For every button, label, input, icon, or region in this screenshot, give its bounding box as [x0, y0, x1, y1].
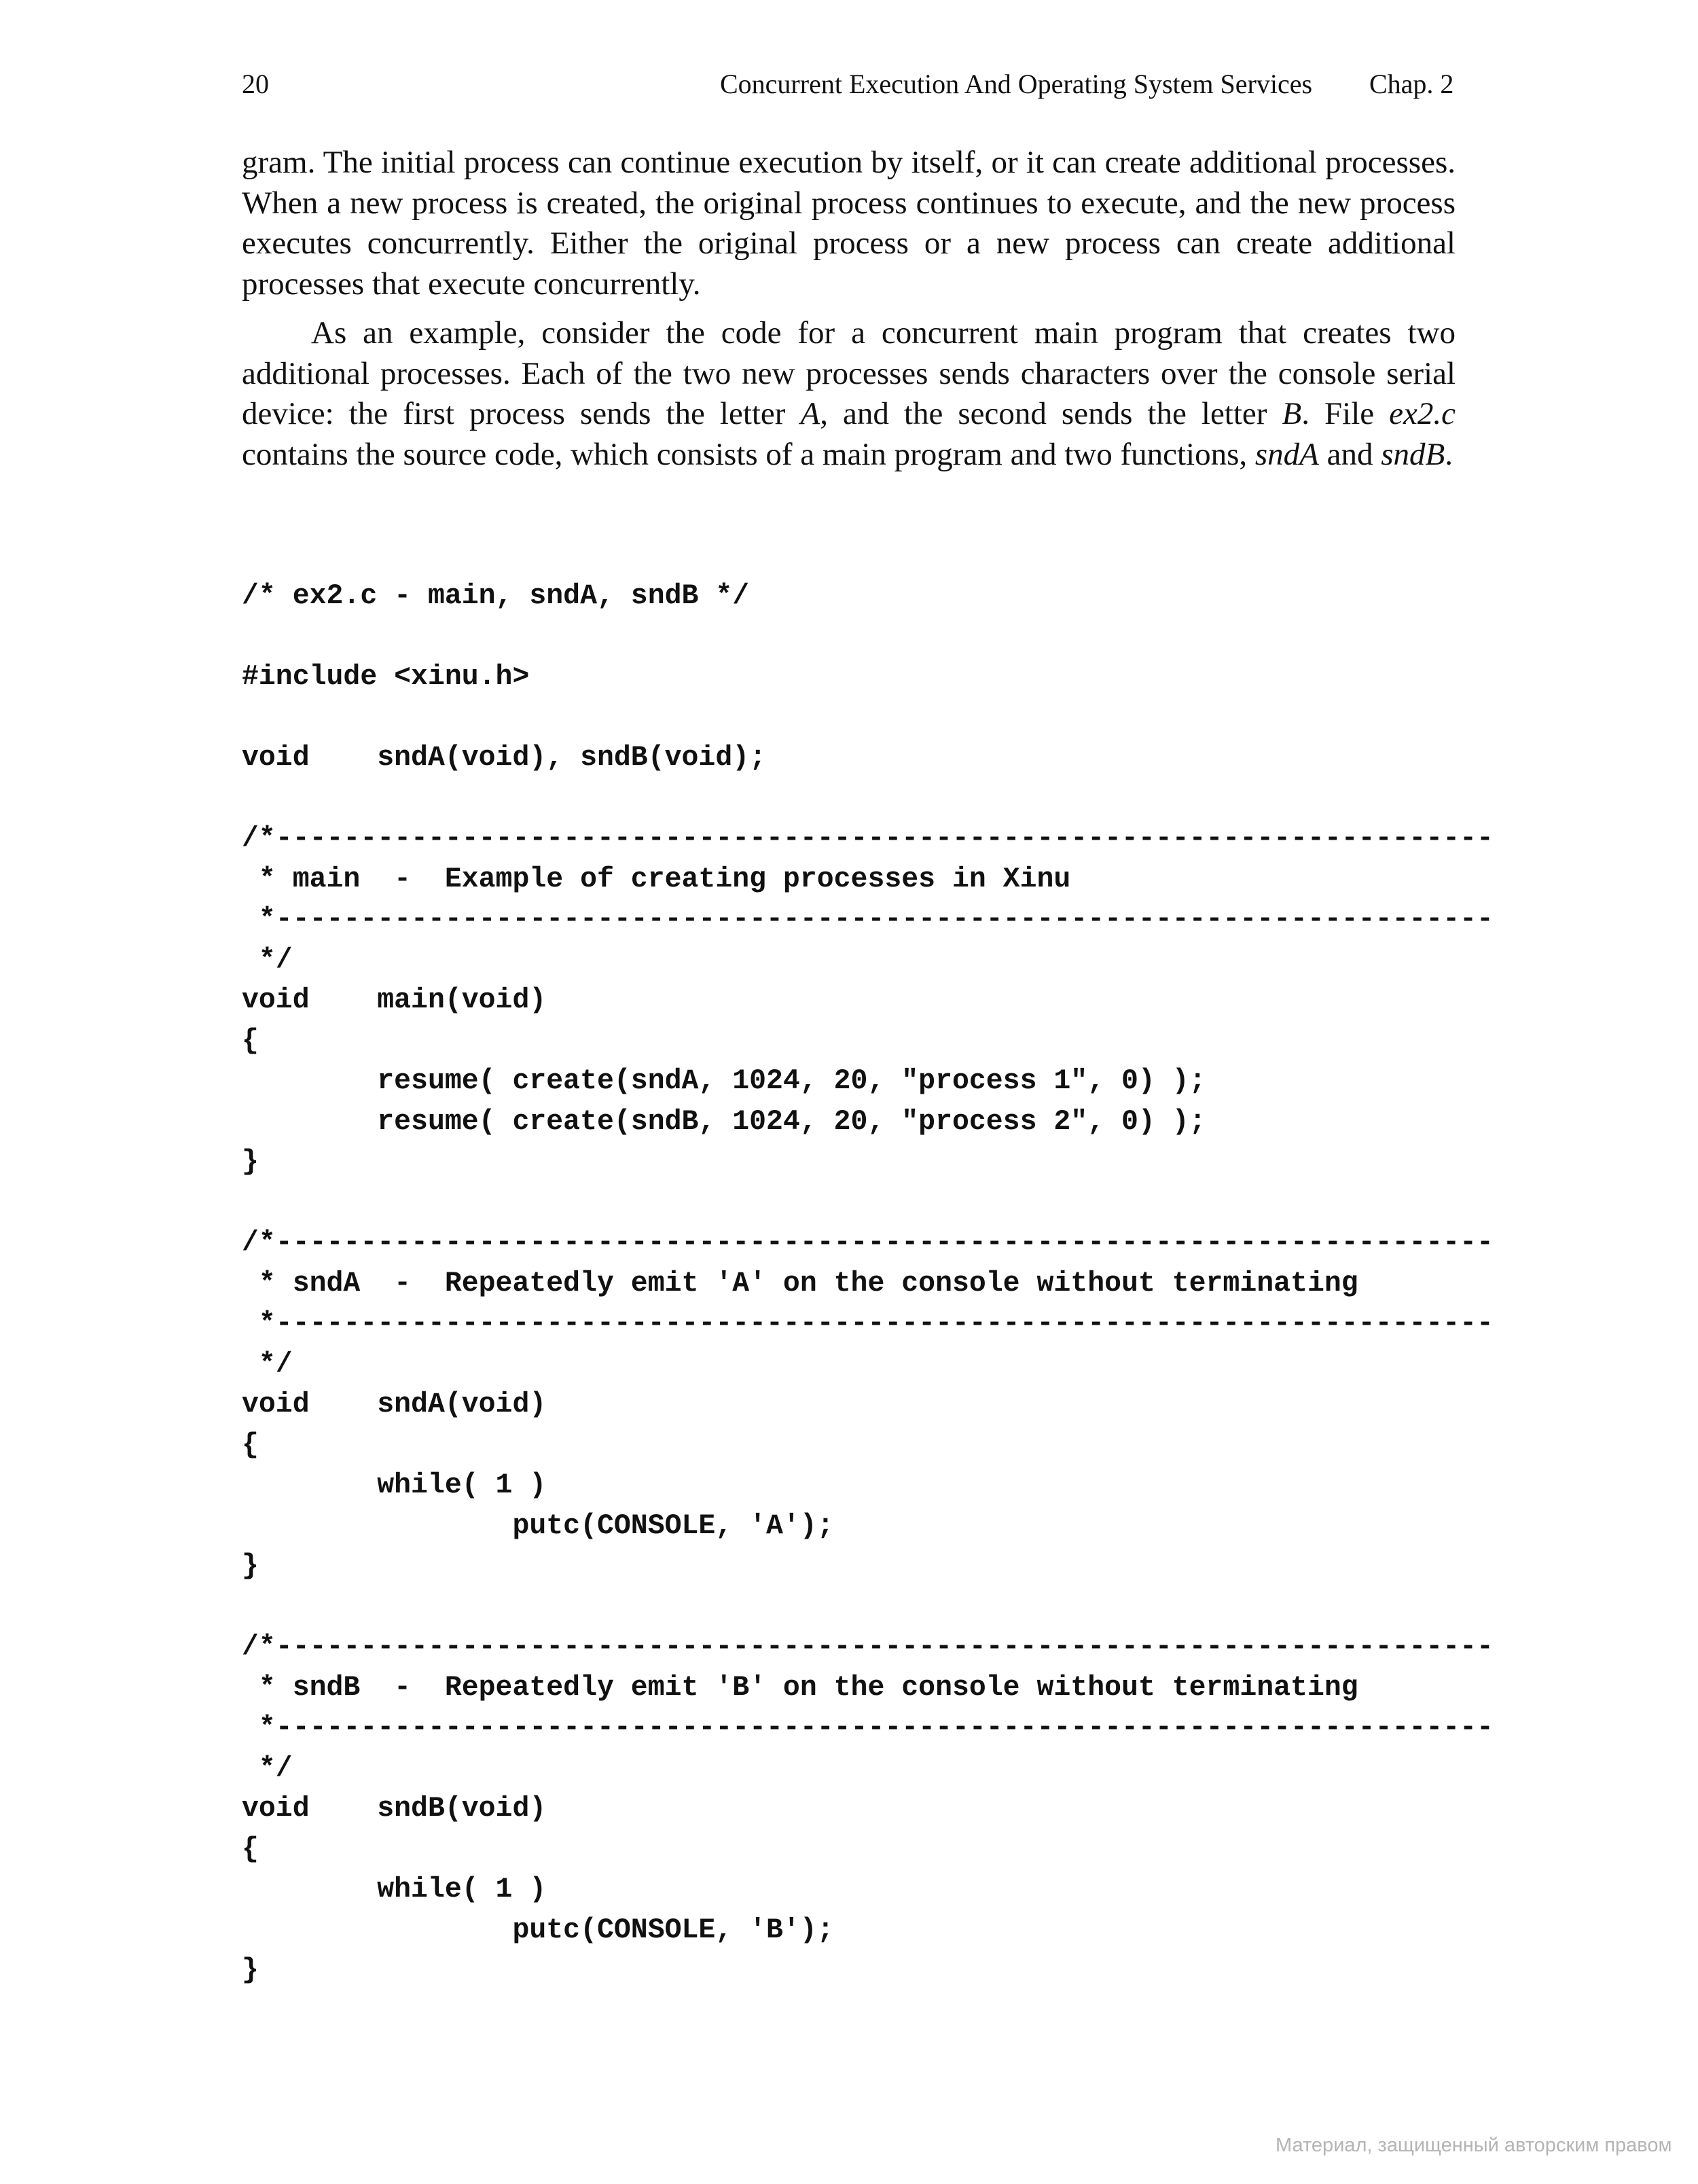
- code-line: *------------------------------------------------------------------------: [242, 903, 1494, 935]
- code-line: [242, 698, 1494, 738]
- code-line: /*------------------------------------------------------------------------: [242, 1631, 1494, 1663]
- code-listing: [242, 576, 1494, 1991]
- code-line: void sndA(void): [242, 1389, 547, 1420]
- paragraph-2-text: , and the second sends the letter: [820, 396, 1282, 431]
- code-line: *------------------------------------------------------------------------: [242, 1308, 1494, 1340]
- code-line: /*------------------------------------------------------------------------: [242, 823, 1494, 855]
- code-line: [242, 1587, 1494, 1628]
- paragraph-1: gram. The initial process can continue execution by itself, or it can create additional processes. When a new process is created, the original process continues to execute, and the new process executes concurrently. Either the original process or a new process can create additional processes that execute concurrently.: [242, 145, 1456, 302]
- code-line: void sndA(void), sndB(void);: [242, 742, 767, 774]
- code-line: /*------------------------------------------------------------------------: [242, 1227, 1494, 1259]
- paragraph-2-text: As an example, consider the code for a concurrent main program that creates two additional processes. Each of the two new processes sends characters over the console serial device: the first process sends the letter: [242, 315, 1456, 431]
- paragraph-2: [242, 313, 1456, 475]
- paragraph-2-text: . File: [1301, 396, 1390, 431]
- code-line: putc(CONSOLE, 'B');: [242, 1914, 834, 1946]
- paragraph-2-text: contains the source code, which consists of a main program and two functions,: [242, 436, 1255, 472]
- page-number: 20: [242, 69, 269, 99]
- code-line: * sndA - Repeatedly emit 'A' on the console without terminating: [242, 1267, 1358, 1300]
- code-line: void main(void): [242, 984, 547, 1016]
- code-line: *------------------------------------------------------------------------: [242, 1712, 1494, 1744]
- running-title: Concurrent Execution And Operating System Services: [720, 69, 1313, 99]
- code-line: * sndB - Repeatedly emit 'B' on the console without terminating: [242, 1671, 1358, 1704]
- code-line: [242, 617, 1494, 658]
- code-line: [242, 778, 1494, 819]
- code-line: while( 1 ): [242, 1469, 547, 1501]
- code-line: */: [242, 1348, 293, 1380]
- paragraph-2-text: and: [1318, 436, 1381, 472]
- code-line: void sndB(void): [242, 1793, 547, 1825]
- paragraph-2-text: .: [1445, 436, 1453, 472]
- code-line: * main - Example of creating processes in Xinu: [242, 863, 1071, 895]
- code-line: /* ex2.c - main, sndA, sndB */: [242, 580, 750, 612]
- chapter-label: Chap. 2: [1369, 69, 1454, 99]
- letter-a: A: [800, 396, 820, 431]
- code-line: while( 1 ): [242, 1874, 547, 1905]
- code-line: }: [242, 1550, 259, 1582]
- copyright-watermark: Материал, защищенный авторским правом: [1276, 2134, 1672, 2156]
- code-line: */: [242, 944, 293, 976]
- code-line: {: [242, 1833, 259, 1865]
- filename: ex2.c: [1389, 396, 1456, 431]
- code-line: {: [242, 1429, 259, 1461]
- function-name-sndb: sndB: [1381, 436, 1445, 472]
- code-line: #include <xinu.h>: [242, 661, 530, 693]
- code-line: }: [242, 1146, 259, 1178]
- code-line: */: [242, 1752, 293, 1785]
- code-line: [242, 1183, 1494, 1223]
- function-name-snda: sndA: [1254, 436, 1319, 472]
- code-line: resume( create(sndB, 1024, 20, "process 2", 0) );: [242, 1105, 1206, 1138]
- code-line: {: [242, 1024, 259, 1057]
- code-line: putc(CONSOLE, 'A');: [242, 1509, 834, 1542]
- code-line: }: [242, 1954, 259, 1986]
- code-line: resume( create(sndA, 1024, 20, "process 1", 0) );: [242, 1065, 1206, 1097]
- letter-b: B: [1282, 396, 1302, 431]
